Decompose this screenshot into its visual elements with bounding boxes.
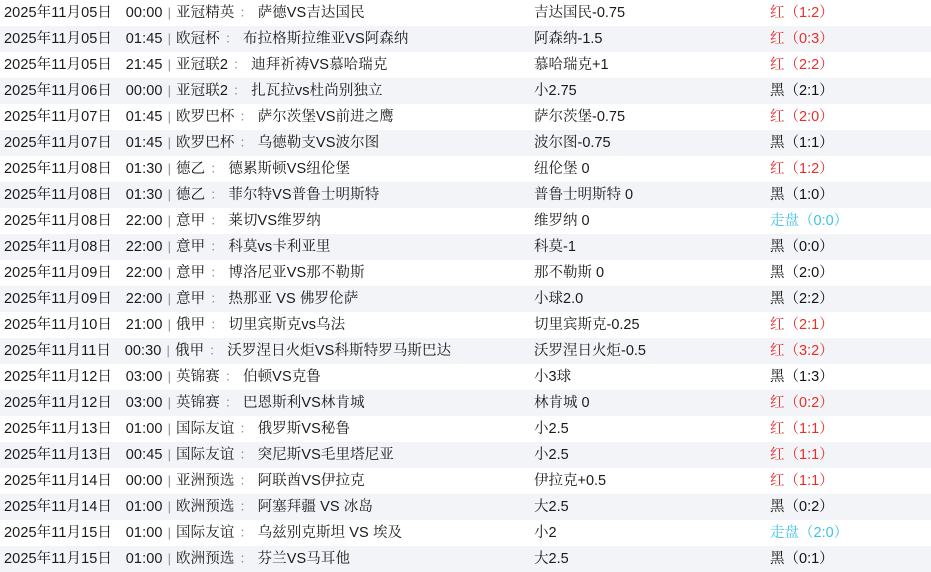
league-name: 国际友谊 (176, 447, 235, 463)
teams-label: 莱切VS维罗纳 (228, 213, 321, 229)
match-time: 01:45 (125, 31, 163, 47)
field-separator: ： (239, 135, 253, 150)
result-cell: 红（0:2） (770, 394, 834, 411)
match-cell (0, 78, 534, 104)
table-row (0, 208, 931, 234)
result-cell: 红（1:1） (770, 420, 834, 437)
match-time: 00:00 (125, 473, 163, 489)
table-row (0, 52, 931, 78)
league-name: 国际友谊 (176, 421, 235, 437)
match-date: 2025年11月05日 (4, 5, 113, 21)
teams-label: 俄罗斯VS秘鲁 (257, 421, 351, 437)
table-row (0, 26, 931, 52)
teams-label: 伯顿VS克鲁 (242, 369, 321, 385)
match-date: 2025年11月08日 (4, 161, 113, 177)
match-cell (0, 312, 534, 338)
teams-label: 突尼斯VS毛里塔尼亚 (257, 447, 394, 463)
field-separator (112, 161, 126, 176)
league-name: 俄甲 (176, 317, 206, 333)
match-date: 2025年11月12日 (4, 395, 113, 411)
match-cell (0, 416, 534, 442)
pick-cell: 波尔图-0.75 (534, 134, 611, 151)
field-separator: ： (233, 83, 247, 98)
result-cell: 黑（1:1） (770, 134, 834, 151)
teams-label: 布拉格斯拉维亚VS阿森纳 (242, 31, 409, 47)
pick-cell: 沃罗涅日火炬-0.5 (534, 342, 646, 359)
teams-label: 阿联酋VS伊拉克 (257, 473, 365, 489)
result-cell: 黑（1:0） (770, 186, 834, 203)
field-separator: | (167, 161, 172, 176)
field-separator: | (167, 421, 172, 436)
match-time: 00:45 (125, 447, 163, 463)
field-separator (112, 499, 126, 514)
league-name: 意甲 (176, 213, 206, 229)
field-separator: ： (239, 473, 253, 488)
pick-cell: 慕哈瑞克+1 (534, 56, 609, 73)
result-cell: 黑（1:3） (770, 368, 834, 385)
league-name: 英锦赛 (176, 369, 220, 385)
result-cell: 黑（0:2） (770, 498, 834, 515)
league-name: 亚冠联2 (176, 57, 229, 73)
league-name: 欧洲预选 (176, 499, 235, 515)
match-cell (0, 520, 534, 546)
table-row (0, 364, 931, 390)
match-time: 22:00 (125, 239, 163, 255)
match-cell (0, 390, 534, 416)
match-date: 2025年11月13日 (4, 447, 113, 463)
field-separator: ： (239, 525, 253, 540)
result-cell: 红（2:1） (770, 316, 834, 333)
pick-cell: 阿森纳-1.5 (534, 30, 603, 47)
match-cell (0, 260, 534, 286)
result-cell: 走盘（2:0） (770, 524, 849, 541)
field-separator: | (167, 83, 172, 98)
teams-label: 科莫vs卡利亚里 (228, 239, 331, 255)
match-date: 2025年11月15日 (4, 551, 113, 567)
field-separator: | (167, 447, 172, 462)
match-date: 2025年11月11日 (4, 343, 111, 359)
pick-cell: 林肯城 0 (534, 394, 590, 411)
teams-label: 扎瓦拉vs杜尚别独立 (251, 83, 383, 99)
match-time: 01:45 (125, 109, 163, 125)
match-cell (0, 182, 534, 208)
match-time: 01:45 (125, 135, 163, 151)
field-separator: ： (239, 551, 253, 566)
match-time: 00:00 (125, 5, 163, 21)
match-time: 21:45 (125, 57, 163, 73)
pick-cell: 普鲁士明斯特 0 (534, 186, 634, 203)
match-date: 2025年11月05日 (4, 31, 113, 47)
field-separator: ： (239, 109, 253, 124)
pick-cell: 吉达国民-0.75 (534, 4, 626, 21)
teams-label: 乌德勒支VS波尔图 (257, 135, 380, 151)
field-separator: | (167, 473, 172, 488)
pick-cell: 大2.5 (534, 550, 569, 567)
result-cell: 黑（2:0） (770, 264, 834, 281)
field-separator: | (167, 499, 172, 514)
table-row (0, 338, 931, 364)
match-time: 00:30 (124, 343, 162, 359)
field-separator: | (167, 395, 172, 410)
match-date: 2025年11月07日 (4, 135, 113, 151)
teams-label: 沃罗涅日火炬VS科斯特罗马斯巴达 (227, 343, 452, 359)
field-separator: | (167, 317, 172, 332)
field-separator (112, 317, 126, 332)
table-row (0, 182, 931, 208)
pick-cell: 维罗纳 0 (534, 212, 590, 229)
league-name: 俄甲 (174, 343, 205, 359)
result-cell: 红（1:2） (770, 160, 834, 177)
pick-cell: 萨尔茨堡-0.75 (534, 108, 626, 125)
league-name: 意甲 (176, 265, 206, 281)
match-date: 2025年11月08日 (4, 239, 113, 255)
result-cell: 红（1:1） (770, 472, 834, 489)
match-time: 01:30 (125, 187, 163, 203)
field-separator (112, 265, 126, 280)
result-cell: 红（2:2） (770, 56, 834, 73)
match-time: 01:00 (125, 525, 163, 541)
match-date: 2025年11月08日 (4, 213, 113, 229)
league-name: 英锦赛 (176, 395, 220, 411)
field-separator: ： (210, 239, 224, 254)
league-name: 德乙 (176, 187, 206, 203)
match-date: 2025年11月09日 (4, 291, 113, 307)
teams-label: 巴恩斯利VS林肯城 (242, 395, 365, 411)
field-separator: | (167, 239, 172, 254)
field-separator: ： (233, 57, 247, 72)
table-row (0, 312, 931, 338)
field-separator (112, 109, 126, 124)
match-time: 03:00 (125, 395, 163, 411)
field-separator: ： (210, 213, 224, 228)
field-separator: | (167, 187, 172, 202)
match-date: 2025年11月07日 (4, 109, 113, 125)
field-separator: ： (239, 499, 253, 514)
field-separator (112, 213, 126, 228)
pick-cell: 小2.75 (534, 82, 577, 99)
result-cell: 红（1:2） (770, 4, 834, 21)
result-cell: 黑（2:1） (770, 82, 834, 99)
field-separator: | (167, 109, 172, 124)
result-cell: 红（0:3） (770, 30, 834, 47)
league-name: 亚洲预选 (176, 473, 235, 489)
field-separator: ： (239, 447, 253, 462)
teams-label: 乌兹别克斯坦 VS 埃及 (257, 525, 403, 541)
pick-cell: 小2.5 (534, 446, 569, 463)
field-separator: | (167, 525, 172, 540)
field-separator: ： (209, 343, 223, 358)
pick-cell: 伊拉克+0.5 (534, 472, 607, 489)
league-name: 德乙 (176, 161, 206, 177)
teams-label: 菲尔特VS普鲁士明斯特 (228, 187, 380, 203)
teams-label: 热那亚 VS 佛罗伦萨 (228, 291, 359, 307)
match-date: 2025年11月13日 (4, 421, 113, 437)
table-row (0, 390, 931, 416)
match-date: 2025年11月05日 (4, 57, 113, 73)
field-separator: | (167, 551, 172, 566)
pick-cell: 小3球 (534, 368, 572, 385)
pick-cell: 小球2.0 (534, 290, 584, 307)
teams-label: 切里宾斯克vs乌法 (228, 317, 346, 333)
league-name: 欧罗巴杯 (176, 135, 235, 151)
match-cell (0, 156, 534, 182)
table-row (0, 494, 931, 520)
field-separator (112, 473, 126, 488)
table-row (0, 156, 931, 182)
match-cell (0, 234, 534, 260)
teams-label: 德累斯顿VS纽伦堡 (228, 161, 351, 177)
field-separator: ： (210, 265, 224, 280)
match-cell (0, 494, 534, 520)
match-cell (0, 286, 534, 312)
table-row (0, 546, 931, 572)
field-separator (112, 291, 126, 306)
match-cell (0, 52, 534, 78)
match-time: 22:00 (125, 213, 163, 229)
league-name: 国际友谊 (176, 525, 235, 541)
table-row (0, 416, 931, 442)
table-row (0, 286, 931, 312)
match-cell (0, 130, 534, 156)
field-separator: | (167, 369, 172, 384)
field-separator (112, 395, 126, 410)
match-cell (0, 0, 534, 26)
table-row (0, 78, 931, 104)
field-separator: | (167, 31, 172, 46)
field-separator (112, 525, 126, 540)
field-separator (112, 57, 126, 72)
field-separator: ： (210, 317, 224, 332)
teams-label: 迪拜祈祷VS慕哈瑞克 (251, 57, 388, 73)
teams-label: 萨尔茨堡VS前进之鹰 (257, 109, 394, 125)
field-separator: | (166, 343, 170, 358)
table-row (0, 520, 931, 546)
match-date: 2025年11月10日 (4, 317, 113, 333)
match-time: 01:30 (125, 161, 163, 177)
table-row (0, 130, 931, 156)
field-separator: | (167, 291, 172, 306)
match-date: 2025年11月15日 (4, 525, 113, 541)
field-separator (112, 187, 126, 202)
field-separator: | (167, 135, 172, 150)
field-separator (112, 421, 126, 436)
pick-cell: 小2 (534, 524, 557, 541)
pick-cell: 科莫-1 (534, 238, 576, 255)
field-separator: ： (210, 291, 224, 306)
table-row (0, 104, 931, 130)
league-name: 亚冠精英 (176, 5, 235, 21)
match-time: 01:00 (125, 499, 163, 515)
match-cell (0, 364, 534, 390)
result-cell: 红（2:0） (770, 108, 834, 125)
teams-label: 芬兰VS马耳他 (257, 551, 351, 567)
match-cell (0, 208, 534, 234)
pick-cell: 切里宾斯克-0.25 (534, 316, 640, 333)
teams-label: 阿塞拜疆 VS 冰岛 (257, 499, 373, 515)
result-cell: 红（3:2） (770, 342, 834, 359)
match-time: 22:00 (125, 291, 163, 307)
field-separator: | (167, 265, 172, 280)
field-separator (112, 369, 126, 384)
field-separator: | (167, 5, 172, 20)
table-row (0, 234, 931, 260)
match-time: 00:00 (125, 83, 163, 99)
result-cell: 黑（0:1） (770, 550, 834, 567)
result-cell: 黑（2:2） (770, 290, 834, 307)
match-date: 2025年11月08日 (4, 187, 113, 203)
field-separator (111, 343, 125, 358)
league-name: 欧罗巴杯 (176, 109, 235, 125)
match-date: 2025年11月14日 (4, 473, 113, 489)
field-separator (112, 83, 126, 98)
match-date: 2025年11月14日 (4, 499, 113, 515)
match-time: 03:00 (125, 369, 163, 385)
field-separator: ： (210, 187, 224, 202)
field-separator (112, 239, 126, 254)
field-separator (112, 551, 126, 566)
field-separator: | (167, 57, 172, 72)
league-name: 欧冠杯 (176, 31, 220, 47)
match-cell (0, 338, 534, 364)
league-name: 欧洲预选 (176, 551, 235, 567)
field-separator (112, 31, 126, 46)
league-name: 意甲 (176, 239, 206, 255)
league-name: 意甲 (176, 291, 206, 307)
match-time: 22:00 (125, 265, 163, 281)
field-separator: ： (224, 369, 238, 384)
pick-cell: 那不勒斯 0 (534, 264, 605, 281)
match-date: 2025年11月12日 (4, 369, 113, 385)
pick-cell: 大2.5 (534, 498, 569, 515)
field-separator: ： (210, 161, 224, 176)
field-separator: ： (224, 31, 238, 46)
teams-label: 博洛尼亚VS那不勒斯 (228, 265, 365, 281)
field-separator (112, 447, 126, 462)
pick-cell: 小2.5 (534, 420, 569, 437)
field-separator: | (167, 213, 172, 228)
result-cell: 黑（0:0） (770, 238, 834, 255)
table-row (0, 468, 931, 494)
field-separator: ： (224, 395, 238, 410)
match-time: 21:00 (125, 317, 163, 333)
field-separator: ： (239, 421, 253, 436)
match-date: 2025年11月06日 (4, 83, 113, 99)
result-cell: 走盘（0:0） (770, 212, 849, 229)
match-cell (0, 104, 534, 130)
match-cell (0, 26, 534, 52)
field-separator (112, 135, 126, 150)
match-time: 01:00 (125, 421, 163, 437)
table-row (0, 442, 931, 468)
pick-cell: 纽伦堡 0 (534, 160, 590, 177)
field-separator: ： (239, 5, 253, 20)
league-name: 亚冠联2 (176, 83, 229, 99)
result-cell: 红（1:1） (770, 446, 834, 463)
match-date: 2025年11月09日 (4, 265, 113, 281)
match-cell (0, 546, 534, 572)
field-separator (112, 5, 126, 20)
table-row (0, 0, 931, 26)
table-row (0, 260, 931, 286)
teams-label: 萨德VS吉达国民 (257, 5, 365, 21)
match-time: 01:00 (125, 551, 163, 567)
match-cell (0, 442, 534, 468)
match-cell (0, 468, 534, 494)
